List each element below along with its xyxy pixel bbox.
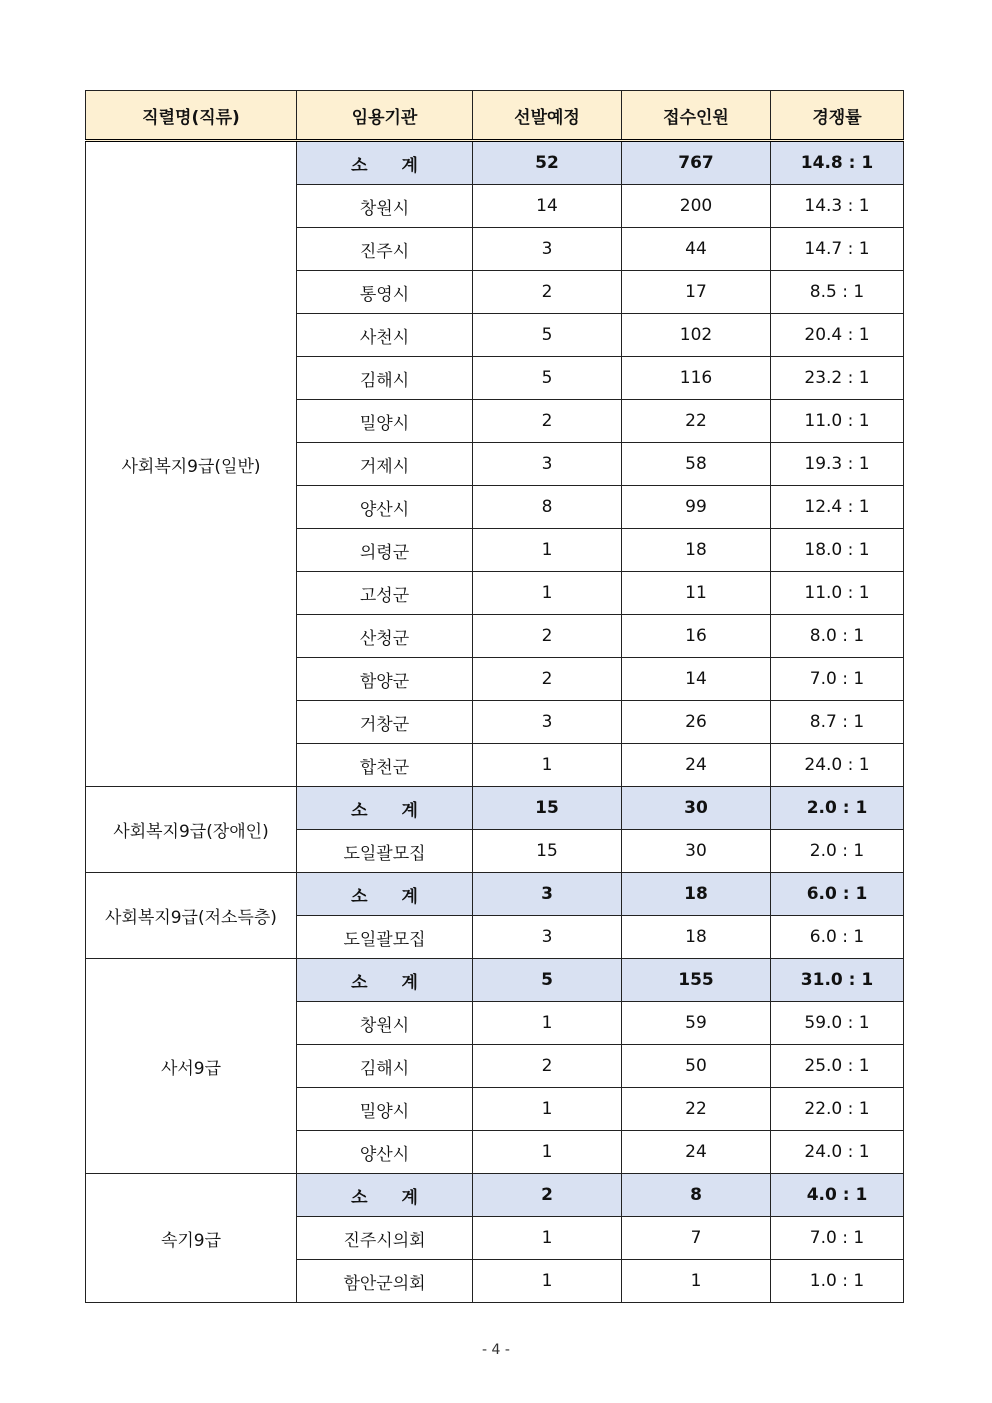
ratio-cell: 14.8 : 1 [771, 141, 904, 185]
agency-cell: 진주시 [297, 228, 473, 271]
ratio-cell: 8.7 : 1 [771, 701, 904, 744]
applicants-cell: 58 [622, 443, 771, 486]
subtotal-row [86, 141, 904, 185]
subtotal-row [86, 787, 904, 830]
applicants-cell: 11 [622, 572, 771, 615]
agency-cell: 합천군 [297, 744, 473, 787]
planned-cell: 1 [473, 744, 622, 787]
planned-cell: 5 [473, 357, 622, 400]
agency-cell: 소 계 [297, 959, 473, 1002]
ratio-cell: 19.3 : 1 [771, 443, 904, 486]
ratio-cell: 4.0 : 1 [771, 1174, 904, 1217]
job-series-cell: 사회복지9급(저소득층) [86, 873, 297, 959]
planned-cell: 1 [473, 1260, 622, 1303]
planned-cell: 1 [473, 1217, 622, 1260]
applicants-cell: 24 [622, 744, 771, 787]
applicants-cell: 18 [622, 873, 771, 916]
ratio-cell: 59.0 : 1 [771, 1002, 904, 1045]
applicants-cell: 102 [622, 314, 771, 357]
ratio-cell: 6.0 : 1 [771, 916, 904, 959]
agency-cell: 산청군 [297, 615, 473, 658]
agency-cell: 소 계 [297, 141, 473, 185]
agency-cell: 거창군 [297, 701, 473, 744]
agency-cell: 김해시 [297, 357, 473, 400]
planned-cell: 1 [473, 1131, 622, 1174]
applicants-cell: 26 [622, 701, 771, 744]
planned-cell: 5 [473, 314, 622, 357]
planned-cell: 1 [473, 572, 622, 615]
ratio-cell: 24.0 : 1 [771, 744, 904, 787]
applicants-cell: 7 [622, 1217, 771, 1260]
planned-cell: 3 [473, 873, 622, 916]
ratio-cell: 11.0 : 1 [771, 572, 904, 615]
planned-cell: 3 [473, 916, 622, 959]
header-job-series: 직렬명(직류) [86, 91, 297, 141]
agency-cell: 양산시 [297, 486, 473, 529]
header-applicants: 접수인원 [622, 91, 771, 141]
table-body [86, 141, 904, 1303]
ratio-cell: 7.0 : 1 [771, 658, 904, 701]
applicants-cell: 99 [622, 486, 771, 529]
agency-cell: 소 계 [297, 787, 473, 830]
planned-cell: 2 [473, 658, 622, 701]
applicants-cell: 17 [622, 271, 771, 314]
ratio-cell: 2.0 : 1 [771, 787, 904, 830]
page-number: - 4 - [482, 1342, 510, 1358]
agency-cell: 도일괄모집 [297, 830, 473, 873]
agency-cell: 도일괄모집 [297, 916, 473, 959]
ratio-cell: 2.0 : 1 [771, 830, 904, 873]
applicants-cell: 116 [622, 357, 771, 400]
agency-cell: 통영시 [297, 271, 473, 314]
planned-cell: 5 [473, 959, 622, 1002]
ratio-cell: 1.0 : 1 [771, 1260, 904, 1303]
planned-cell: 2 [473, 615, 622, 658]
header-agency: 임용기관 [297, 91, 473, 141]
header-planned: 선발예정 [473, 91, 622, 141]
table-header [86, 91, 904, 141]
planned-cell: 3 [473, 228, 622, 271]
job-series-cell: 속기9급 [86, 1174, 297, 1303]
applicants-cell: 22 [622, 400, 771, 443]
applicants-cell: 59 [622, 1002, 771, 1045]
job-series-cell: 사회복지9급(일반) [86, 141, 297, 787]
ratio-cell: 25.0 : 1 [771, 1045, 904, 1088]
ratio-cell: 31.0 : 1 [771, 959, 904, 1002]
ratio-cell: 7.0 : 1 [771, 1217, 904, 1260]
header-ratio: 경쟁률 [771, 91, 904, 141]
ratio-cell: 11.0 : 1 [771, 400, 904, 443]
planned-cell: 8 [473, 486, 622, 529]
planned-cell: 2 [473, 1045, 622, 1088]
agency-cell: 진주시의회 [297, 1217, 473, 1260]
planned-cell: 1 [473, 529, 622, 572]
applicants-cell: 767 [622, 141, 771, 185]
agency-cell: 거제시 [297, 443, 473, 486]
agency-cell: 밀양시 [297, 1088, 473, 1131]
agency-cell: 밀양시 [297, 400, 473, 443]
agency-cell: 양산시 [297, 1131, 473, 1174]
agency-cell: 의령군 [297, 529, 473, 572]
applicants-cell: 50 [622, 1045, 771, 1088]
ratio-cell: 8.0 : 1 [771, 615, 904, 658]
recruitment-competition-table [85, 90, 904, 1303]
planned-cell: 1 [473, 1088, 622, 1131]
job-series-cell: 사서9급 [86, 959, 297, 1174]
applicants-cell: 22 [622, 1088, 771, 1131]
applicants-cell: 18 [622, 916, 771, 959]
planned-cell: 1 [473, 1002, 622, 1045]
applicants-cell: 8 [622, 1174, 771, 1217]
applicants-cell: 155 [622, 959, 771, 1002]
subtotal-row [86, 873, 904, 916]
ratio-cell: 6.0 : 1 [771, 873, 904, 916]
planned-cell: 2 [473, 1174, 622, 1217]
ratio-cell: 14.3 : 1 [771, 185, 904, 228]
agency-cell: 창원시 [297, 1002, 473, 1045]
agency-cell: 김해시 [297, 1045, 473, 1088]
applicants-cell: 30 [622, 830, 771, 873]
planned-cell: 14 [473, 185, 622, 228]
applicants-cell: 18 [622, 529, 771, 572]
header-row [86, 91, 904, 141]
agency-cell: 함안군의회 [297, 1260, 473, 1303]
applicants-cell: 44 [622, 228, 771, 271]
agency-cell: 사천시 [297, 314, 473, 357]
planned-cell: 15 [473, 830, 622, 873]
ratio-cell: 8.5 : 1 [771, 271, 904, 314]
ratio-cell: 20.4 : 1 [771, 314, 904, 357]
applicants-cell: 30 [622, 787, 771, 830]
ratio-cell: 14.7 : 1 [771, 228, 904, 271]
applicants-cell: 1 [622, 1260, 771, 1303]
subtotal-row [86, 1174, 904, 1217]
ratio-cell: 12.4 : 1 [771, 486, 904, 529]
planned-cell: 15 [473, 787, 622, 830]
planned-cell: 3 [473, 701, 622, 744]
job-series-cell: 사회복지9급(장애인) [86, 787, 297, 873]
planned-cell: 2 [473, 400, 622, 443]
applicants-cell: 200 [622, 185, 771, 228]
applicants-cell: 14 [622, 658, 771, 701]
agency-cell: 창원시 [297, 185, 473, 228]
ratio-cell: 18.0 : 1 [771, 529, 904, 572]
planned-cell: 3 [473, 443, 622, 486]
subtotal-row [86, 959, 904, 1002]
agency-cell: 소 계 [297, 1174, 473, 1217]
applicants-cell: 16 [622, 615, 771, 658]
agency-cell: 함양군 [297, 658, 473, 701]
ratio-cell: 23.2 : 1 [771, 357, 904, 400]
ratio-cell: 22.0 : 1 [771, 1088, 904, 1131]
agency-cell: 고성군 [297, 572, 473, 615]
planned-cell: 52 [473, 141, 622, 185]
applicants-cell: 24 [622, 1131, 771, 1174]
planned-cell: 2 [473, 271, 622, 314]
agency-cell: 소 계 [297, 873, 473, 916]
ratio-cell: 24.0 : 1 [771, 1131, 904, 1174]
